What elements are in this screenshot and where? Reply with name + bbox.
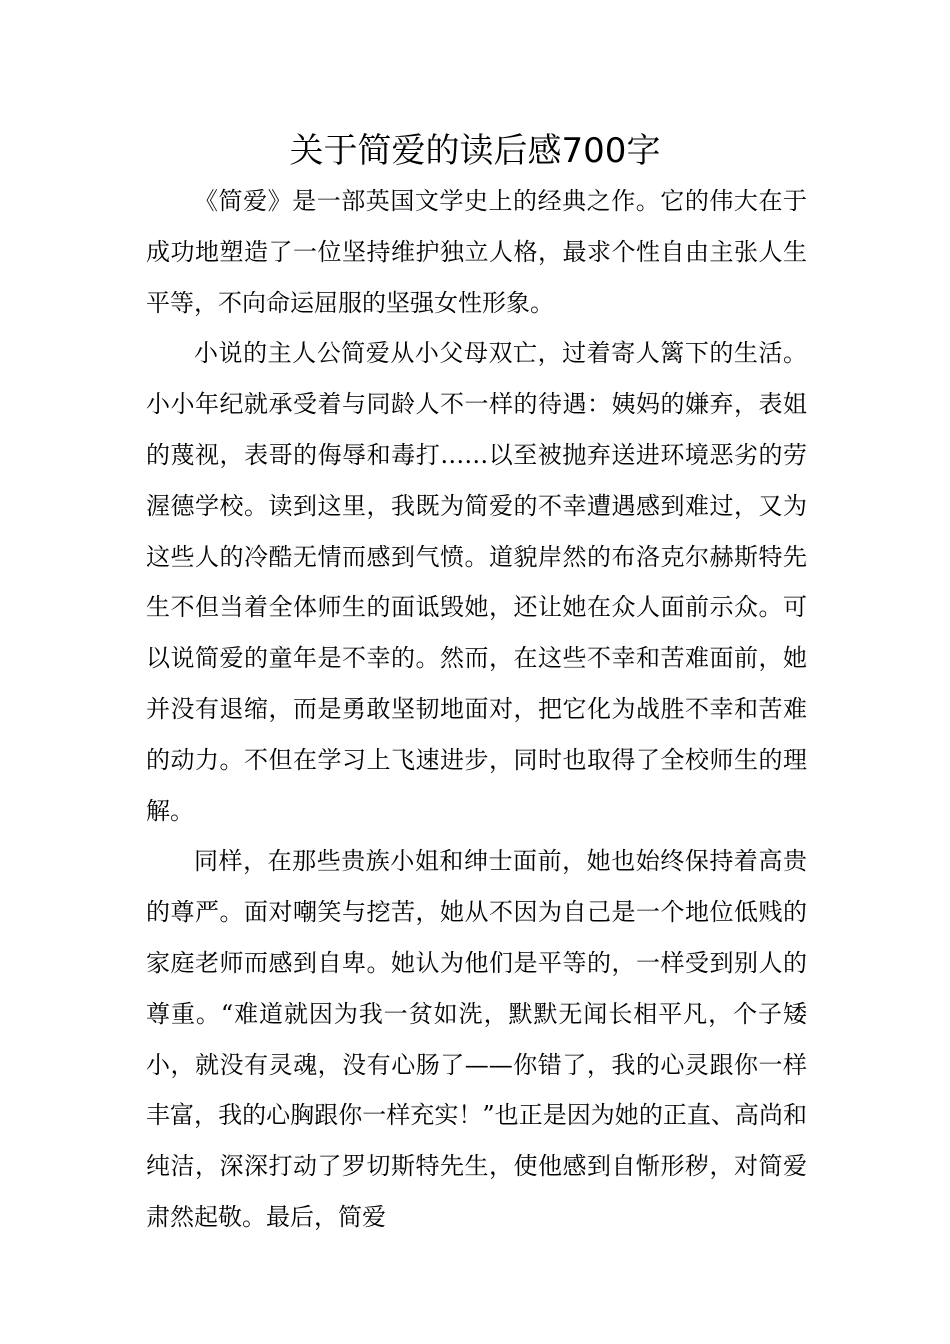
document-title: 关于简爱的读后感700字 (289, 131, 661, 171)
paragraph-1: 《简爱》是一部英国文学史上的经典之作。它的伟大在于成功地塑造了一位坚持维护独立人格，最求个性自由主张人生平等，不向命运屈服的坚强女性形象。 (146, 187, 807, 317)
paragraph-3: 同样，在那些贵族小姐和绅士面前，她也始终保持着高贵的尊严。面对嘲笑与挖苦，她从不因为自己是一个地位低贱的家庭老师而感到自卑。她认为他们是平等的，一样受到别人的尊重。“难道就因为我一贫如洗，默默无闻长相平凡，个子矮小，就没有灵魂，没有心肠了——你错了，我的心灵跟你一样丰富，我的心胸跟你一样充实！”也正是因为她的正直、高尚和纯洁，深深打动了罗切斯特先生，使他感到自惭形秽，对简爱肃然起敬。最后，简爱 (146, 847, 807, 1231)
paragraph-2: 小说的主人公简爱从小父母双亡，过着寄人篱下的生活。小小年纪就承受着与同龄人不一样的待遇：姨妈的嫌弃，表姐的蔑视，表哥的侮辱和毒打……以至被抛弃送进环境恶劣的劳渥德学校。读到这里，我既为简爱的不幸遭遇感到难过，又为这些人的冷酷无情而感到气愤。道貌岸然的布洛克尔赫斯特先生不但当着全体师生的面诋毁她，还让她在众人面前示众。可以说简爱的童年是不幸的。然而，在这些不幸和苦难面前，她并没有退缩，而是勇敢坚韧地面对，把它化为战胜不幸和苦难的动力。不但在学习上飞速进步，同时也取得了全校师生的理解。 (146, 339, 807, 825)
document-body (146, 176, 807, 1243)
